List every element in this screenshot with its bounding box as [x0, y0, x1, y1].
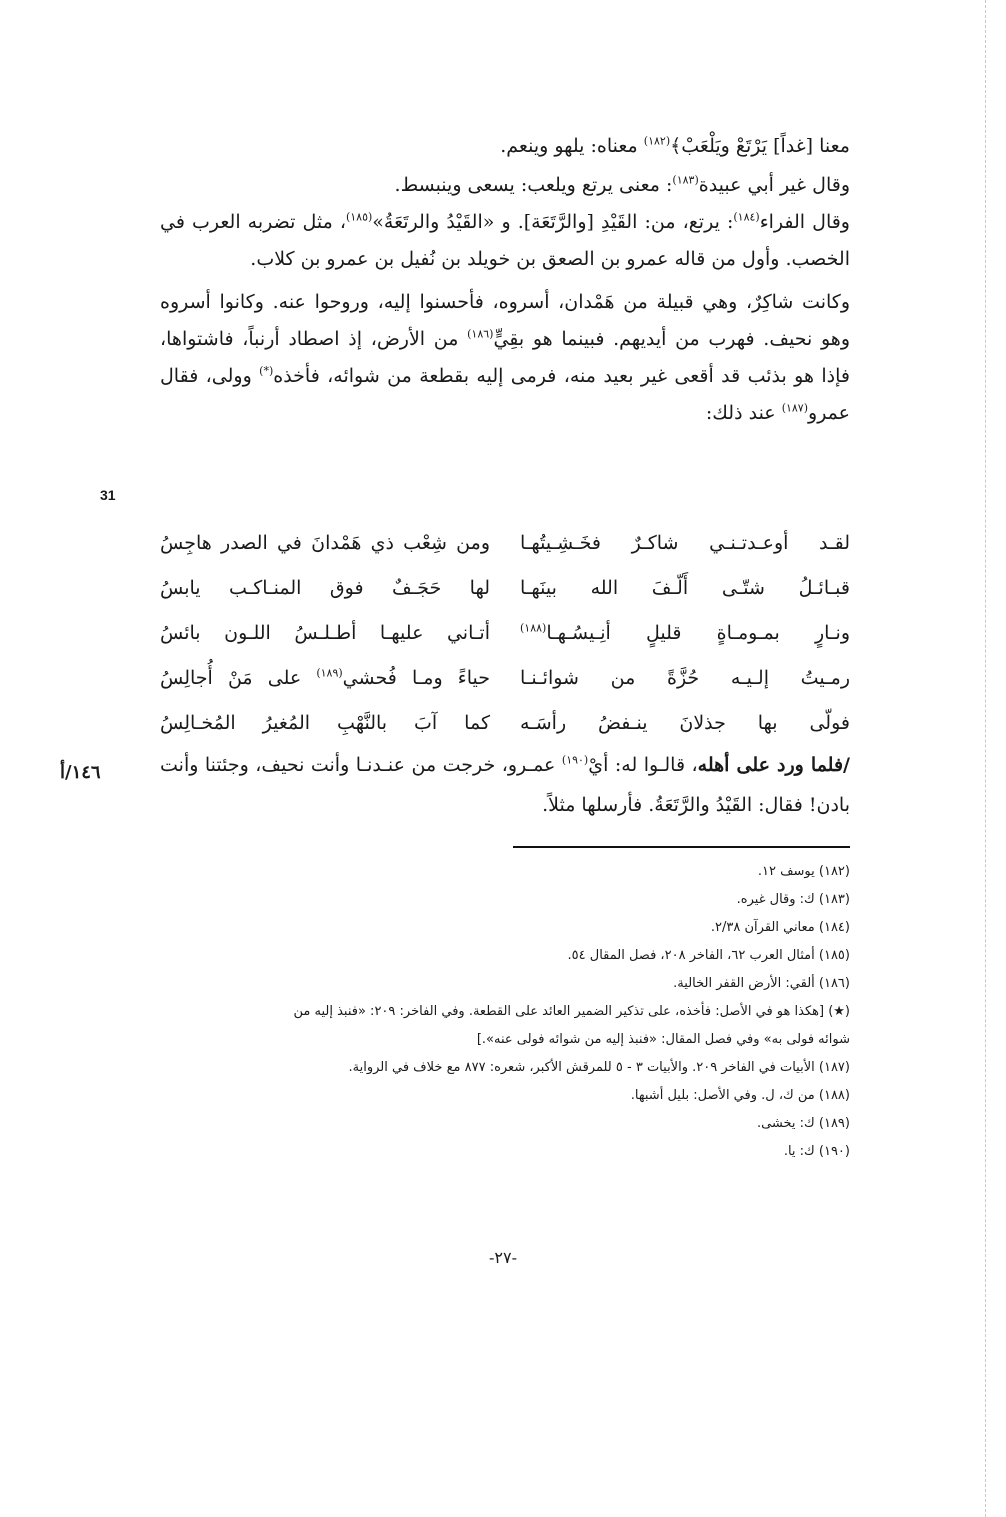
poem-verse	[160, 610, 850, 655]
footnote-separator	[513, 846, 850, 848]
verse-first-hemistich: رمـيتُ إلـيـه حُزَّةً من شوائـنـا	[520, 666, 850, 689]
footnotes	[160, 858, 850, 1166]
footnote-ref: (١٨٧)	[781, 401, 809, 415]
footnote-ref: (١٨٢)	[643, 134, 671, 148]
poem	[160, 520, 850, 745]
footnote-ref: (*)	[259, 364, 274, 378]
footnote: (١٨٦) ألقي: الأرض القفر الخالية.	[673, 976, 850, 991]
verse-second-hemistich: حياءً ومـا فُحشي$^{(١٨٩)}$ على مَنْ أُجالِسُ	[160, 666, 490, 689]
verse-first-hemistich: لقـد أوعـدتـنـي شاكـرٌ فخَـشِـيتُهـا	[520, 531, 850, 554]
poem-verse	[160, 700, 850, 745]
poem-verse	[160, 655, 850, 700]
footnote-continuation: شوائه فولى به» وفي فصل المقال: «فنبذ إليه من شوائه فولى عنه».]	[476, 1032, 850, 1047]
footnote: (١٨٣) ك: وقال غيره.	[736, 892, 850, 907]
paragraph-2: وقال غير أبي عبيدة$^{(١٨٣)}$: معنى يرتع ويلعب: يسعى وينبسط.	[394, 173, 850, 196]
paragraph-1: معنا [غداً] يَرْتَعْ ويَلْعَبْ﴾$^{(١٨٢)}$ معناه: يلهو وينعم.	[500, 134, 850, 157]
verse-first-hemistich: قبـائـلُ شتّـى أَلّـفَ الله بينَهـا	[520, 576, 850, 599]
footnote: (١٨٨) من ك، ل. وفي الأصل: بليل أشبها.	[630, 1088, 850, 1103]
footnote-ref: (١٩٠)	[561, 753, 589, 767]
footnote: (١٨٥) أمثال العرب ٦٢، الفاخر ٢٠٨، فصل المقال ٥٤.	[567, 948, 850, 963]
page-number: -٢٧-	[489, 1248, 517, 1267]
footnote: (١٩٠) ك: يا.	[783, 1144, 850, 1159]
footnote-ref: (١٨٦)	[467, 327, 494, 341]
footnote: (١٨٤) معاني القرآن ٢/٣٨.	[710, 920, 850, 935]
footnote: (١٨٢) يوسف ١٢.	[757, 864, 850, 879]
verse-second-hemistich: أتـاني عليهـا أطـلـسُ اللـون بائسُ	[160, 621, 490, 644]
paragraph-4: وكانت شاكِرٌ، وهي قبيلة من هَمْدان، أسروه، فأحسنوا إليه، وروحوا عنه. وكانوا أسروه وهو نحيف. فهرب من أيديهم. فبينما هو بقِيٍّ$^{(١٨٦)}$ من الأرض، إذ اصطاد أرنباً، فاشتواها، فإذا هو بذئب قد أقعى غير بعيد منه، فرمى إليه بقطعة من شوائه، فأخذه(*) وولى، فقال عمرو$^{(١٨٧)}$ عند ذلك:	[160, 291, 851, 424]
margin-manuscript-ref: ١٤٦/أ	[60, 762, 101, 783]
verse-first-hemistich: فولّى بها جذلانَ ينـفضُ رأسَـه	[520, 711, 850, 734]
footnote-ref: (١٨٤)	[733, 210, 760, 224]
poem-verse	[160, 565, 850, 610]
verse-second-hemistich: لها حَجَـفٌ فوق المنـاكـب يابسُ	[160, 576, 490, 599]
footnote: (١٨٧) الأبيات في الفاخر ٢٠٩. والأبيات ٣ - ٥ للمرقش الأكبر، شعره: ٨٧٧ مع خلاف في الرواية.	[348, 1060, 850, 1075]
footnote: (١٨٩) ك: يخشى.	[756, 1116, 850, 1131]
footnote-ref: (١٨٨)	[520, 621, 547, 635]
footnote-ref: (١٨٣)	[672, 173, 699, 187]
verse-second-hemistich: ومن شِعْب ذي هَمْدانَ في الصدر هاجِسُ	[160, 531, 490, 554]
poem-verse	[160, 520, 850, 565]
paragraph-3: وقال الفراء$^{(١٨٤)}$: يرتع، من: القَيْدِ [والرَّتَعَة]. و «القَيْدُ والرتَعَةُ»$^{(١٨٥)}$، مثل تضربه العرب في الخصب. وأول من قاله عمرو بن الصعق بن خويلد بن نُفيل بن عمرو بن كلاب.	[160, 210, 850, 270]
footnote-ref: (١٨٥)	[345, 210, 373, 224]
verse-second-hemistich: كما آبَ بالنَّهْبِ المُغيرُ المُخـالِسُ	[160, 711, 490, 734]
footnote: (★) [هكذا هو في الأصل: فأخذه، على تذكير الضمير العائد على القطعة. وفي الفاخر: ٢٠٩: «فنبذ إليه من	[293, 1004, 850, 1019]
margin-page-number: 31	[100, 487, 116, 503]
footnote-ref: (١٨٩)	[316, 666, 343, 680]
closing-paragraph: /فلما ورد على أهله، قالـوا له: أيْ$^{(١٩٠)}$ عمـرو، خرجت من عنـدنـا وأنت نحيف، وجئتنا وأنت بادن! فقال: القَيْدُ والرَّتَعَةُ. فأرسلها مثلاً.	[160, 753, 850, 816]
verse-first-hemistich: ونـارٍ بمـومـاةٍ قليلٍ أنِـيسُـهـا$^{(١٨٨)}$	[520, 621, 850, 644]
main-text	[160, 128, 850, 432]
page-edge-line	[985, 0, 986, 1517]
